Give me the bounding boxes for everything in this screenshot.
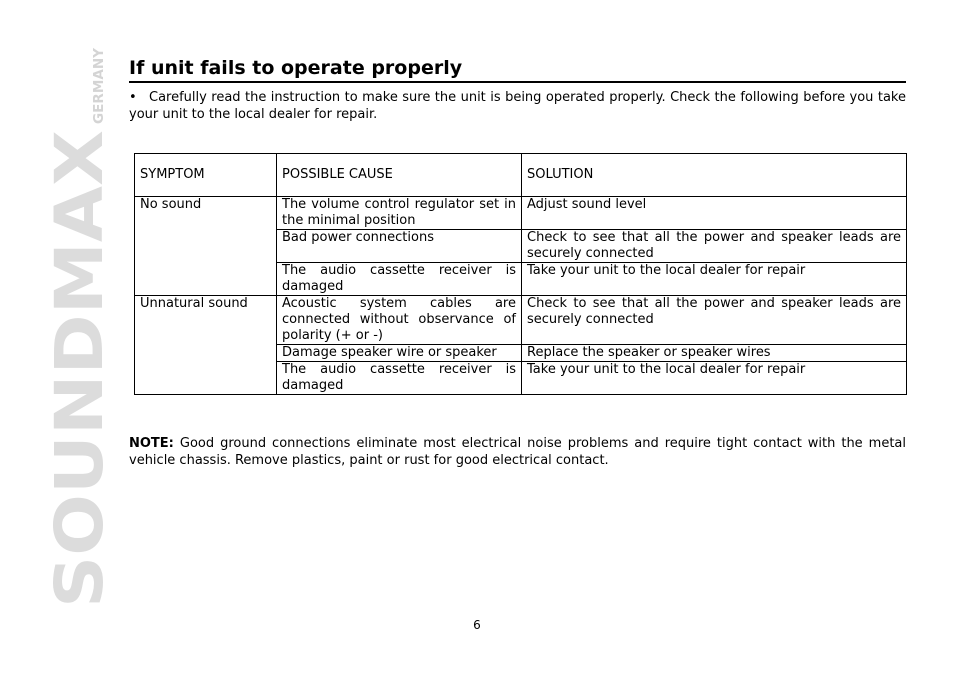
solution-cell: Check to see that all the power and speaker leads are securely connected bbox=[522, 296, 907, 345]
table-row bbox=[135, 197, 907, 230]
symptom-cell: No sound bbox=[135, 197, 277, 296]
cause-cell: The audio cassette receiver is damaged bbox=[277, 263, 522, 296]
brand-logo-graphic bbox=[28, 40, 118, 610]
table-row bbox=[135, 296, 907, 345]
solution-cell: Replace the speaker or speaker wires bbox=[522, 345, 907, 362]
page-number: 6 bbox=[473, 618, 481, 632]
cause-cell: The audio cassette receiver is damaged bbox=[277, 362, 522, 395]
solution-cell: Check to see that all the power and speaker leads are securely connected bbox=[522, 230, 907, 263]
brand-sub-text: GERMANY bbox=[92, 51, 107, 124]
note-label: NOTE: bbox=[129, 436, 174, 451]
note-text: Good ground connections eliminate most electrical noise problems and require tight contact with the metal vehicle chassis. Remove plastics, paint or rust for good electrical contact. bbox=[129, 436, 906, 468]
cause-cell: Acoustic system cables are connected without observance of polarity (+ or -) bbox=[277, 296, 522, 345]
note-paragraph bbox=[129, 435, 906, 469]
intro-bullet bbox=[129, 89, 906, 123]
solution-cell: Adjust sound level bbox=[522, 197, 907, 230]
symptom-cell: Unnatural sound bbox=[135, 296, 277, 395]
bullet-icon: • bbox=[129, 90, 137, 105]
table-header-row bbox=[135, 154, 907, 197]
cause-cell: Bad power connections bbox=[277, 230, 522, 263]
solution-cell: Take your unit to the local dealer for repair bbox=[522, 362, 907, 395]
header-possible-cause: POSSIBLE CAUSE bbox=[277, 154, 522, 197]
brand-logo-text: SOUNDMAX bbox=[41, 173, 118, 608]
intro-text: Carefully read the instruction to make sure the unit is being operated properly. Check the following before you take your unit to the local dealer for repair. bbox=[129, 90, 906, 122]
cause-cell: Damage speaker wire or speaker bbox=[277, 345, 522, 362]
page-title: If unit fails to operate properly bbox=[129, 55, 906, 83]
header-symptom: SYMPTOM bbox=[135, 154, 277, 197]
troubleshooting-table bbox=[134, 153, 907, 395]
cause-cell: The volume control regulator set in the minimal position bbox=[277, 197, 522, 230]
brand-logo bbox=[28, 40, 118, 610]
header-solution: SOLUTION bbox=[522, 154, 907, 197]
solution-cell: Take your unit to the local dealer for repair bbox=[522, 263, 907, 296]
